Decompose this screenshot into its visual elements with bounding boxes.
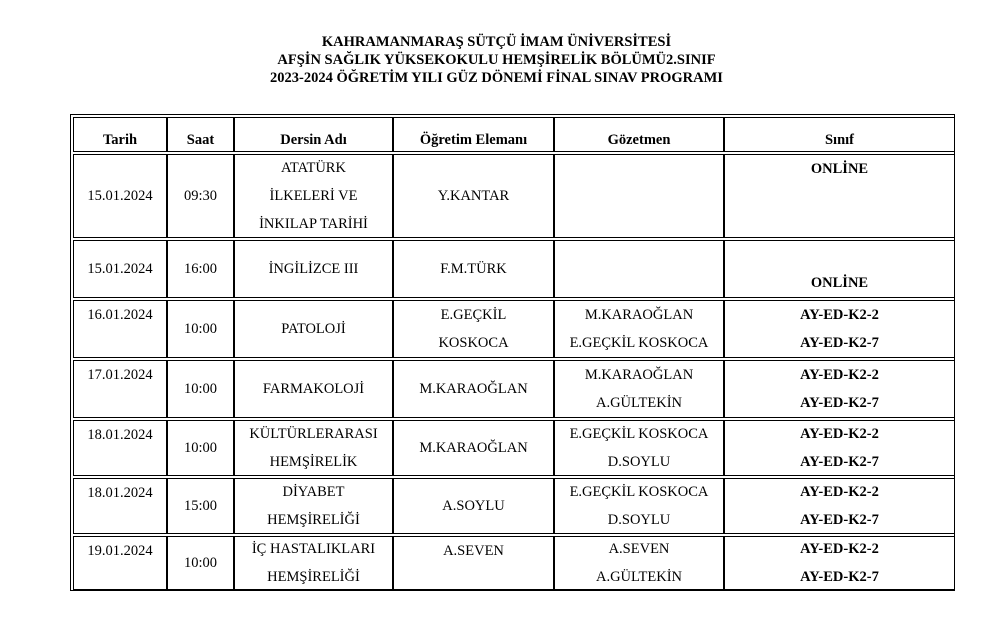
classroom-line: ONLİNE — [810, 275, 869, 291]
cell-proctor — [554, 478, 724, 534]
program-title: 2023-2024 ÖĞRETİM YILI GÜZ DÖNEMİ FİNAL SINAV PROGRAMI — [270, 70, 723, 86]
cell-date — [73, 360, 167, 418]
cell-instructor — [393, 420, 554, 476]
time-value: 10:00 — [183, 440, 218, 456]
cell-classroom — [724, 420, 955, 476]
cell-proctor — [554, 154, 724, 238]
cell-course — [234, 360, 393, 418]
time-value: 09:30 — [183, 188, 218, 204]
document-header — [0, 33, 993, 87]
course-line: PATOLOJİ — [281, 321, 346, 337]
cell-course — [234, 536, 393, 590]
column-header-date: Tarih — [73, 117, 167, 152]
date-value: 18.01.2024 — [87, 485, 153, 501]
classroom-line: AY-ED-K2-7 — [800, 512, 879, 528]
cell-time — [167, 360, 234, 418]
course-line: İNGİLİZCE III — [268, 261, 359, 277]
cell-instructor — [393, 536, 554, 590]
classroom-line: ONLİNE — [810, 161, 869, 177]
proctor-line: E.GEÇKİL KOSKOCA — [569, 335, 709, 351]
cell-date — [73, 420, 167, 476]
course-line: ATATÜRK — [281, 160, 346, 176]
cell-time — [167, 478, 234, 534]
date-value: 15.01.2024 — [87, 188, 153, 204]
time-value: 15:00 — [183, 498, 218, 514]
time-value: 10:00 — [183, 555, 218, 571]
cell-classroom — [724, 240, 955, 298]
time-value: 16:00 — [183, 261, 218, 277]
classroom-line: AY-ED-K2-7 — [800, 335, 879, 351]
cell-course — [234, 478, 393, 534]
course-line: İLKELERİ VE — [269, 188, 358, 204]
cell-proctor — [554, 536, 724, 590]
course-line: HEMŞİRELİĞİ — [267, 512, 360, 528]
cell-proctor — [554, 300, 724, 358]
course-line: FARMAKOLOJİ — [262, 381, 365, 397]
classroom-line: AY-ED-K2-2 — [800, 541, 879, 557]
cell-classroom — [724, 536, 955, 590]
cell-time — [167, 300, 234, 358]
date-value: 17.01.2024 — [87, 367, 153, 383]
classroom-line: AY-ED-K2-2 — [800, 484, 879, 500]
cell-classroom — [724, 154, 955, 238]
column-header-time: Saat — [167, 117, 234, 152]
column-header-instructor: Öğretim Elemanı — [393, 117, 554, 152]
cell-time — [167, 536, 234, 590]
school-department: AFŞİN SAĞLIK YÜKSEKOKULU HEMŞİRELİK BÖLÜMÜ2.SINIF — [277, 52, 716, 68]
university-name: KAHRAMANMARAŞ SÜTÇÜ İMAM ÜNİVERSİTESİ — [321, 34, 672, 50]
proctor-line: A.SEVEN — [608, 541, 670, 557]
cell-date — [73, 154, 167, 238]
instructor-line: M.KARAOĞLAN — [419, 440, 528, 456]
classroom-line: AY-ED-K2-7 — [800, 569, 879, 585]
proctor-line: M.KARAOĞLAN — [584, 367, 694, 383]
cell-date — [73, 478, 167, 534]
cell-date — [73, 300, 167, 358]
cell-date — [73, 240, 167, 298]
cell-proctor — [554, 360, 724, 418]
cell-time — [167, 154, 234, 238]
column-header-classroom: Sınıf — [724, 117, 955, 152]
cell-course — [234, 240, 393, 298]
date-value: 18.01.2024 — [87, 427, 153, 443]
cell-time — [167, 240, 234, 298]
column-header-course: Dersin Adı — [234, 117, 393, 152]
cell-classroom — [724, 300, 955, 358]
proctor-line: M.KARAOĞLAN — [584, 307, 694, 323]
instructor-line: Y.KANTAR — [437, 188, 510, 204]
instructor-line: M.KARAOĞLAN — [419, 381, 528, 397]
date-value: 16.01.2024 — [87, 307, 153, 323]
classroom-line: AY-ED-K2-2 — [800, 367, 879, 383]
proctor-line: E.GEÇKİL KOSKOCA — [569, 484, 709, 500]
time-value: 10:00 — [183, 381, 218, 397]
classroom-line: AY-ED-K2-7 — [800, 395, 879, 411]
instructor-line: A.SEVEN — [443, 543, 504, 559]
exam-schedule-table — [70, 114, 955, 591]
cell-instructor — [393, 360, 554, 418]
cell-time — [167, 420, 234, 476]
course-line: DİYABET — [282, 484, 345, 500]
date-value: 19.01.2024 — [87, 543, 153, 559]
cell-course — [234, 420, 393, 476]
cell-date — [73, 536, 167, 590]
classroom-line: AY-ED-K2-2 — [800, 307, 879, 323]
cell-course — [234, 154, 393, 238]
cell-classroom — [724, 360, 955, 418]
proctor-line: D.SOYLU — [607, 512, 671, 528]
cell-instructor — [393, 300, 554, 358]
proctor-line: E.GEÇKİL KOSKOCA — [569, 426, 709, 442]
proctor-line: D.SOYLU — [607, 454, 671, 470]
instructor-line: F.M.TÜRK — [440, 261, 507, 277]
cell-instructor — [393, 478, 554, 534]
proctor-line: A.GÜLTEKİN — [595, 395, 683, 411]
instructor-line: KOSKOCA — [438, 335, 509, 351]
instructor-line: A.SOYLU — [442, 498, 505, 514]
course-line: İÇ HASTALIKLARI — [251, 541, 376, 557]
date-value: 15.01.2024 — [87, 261, 153, 277]
cell-proctor — [554, 240, 724, 298]
time-value: 10:00 — [183, 321, 218, 337]
cell-instructor — [393, 240, 554, 298]
course-line: HEMŞİRELİĞİ — [267, 569, 360, 585]
cell-classroom — [724, 478, 955, 534]
classroom-line: AY-ED-K2-7 — [800, 454, 879, 470]
proctor-line: A.GÜLTEKİN — [595, 569, 683, 585]
column-header-proctor: Gözetmen — [554, 117, 724, 152]
course-line: KÜLTÜRLERARASI — [249, 426, 378, 442]
course-line: İNKILAP TARİHİ — [259, 216, 368, 232]
instructor-line: E.GEÇKİL — [440, 307, 507, 323]
classroom-line: AY-ED-K2-2 — [800, 426, 879, 442]
course-line: HEMŞİRELİK — [269, 454, 358, 470]
cell-proctor — [554, 420, 724, 476]
cell-instructor — [393, 154, 554, 238]
cell-course — [234, 300, 393, 358]
